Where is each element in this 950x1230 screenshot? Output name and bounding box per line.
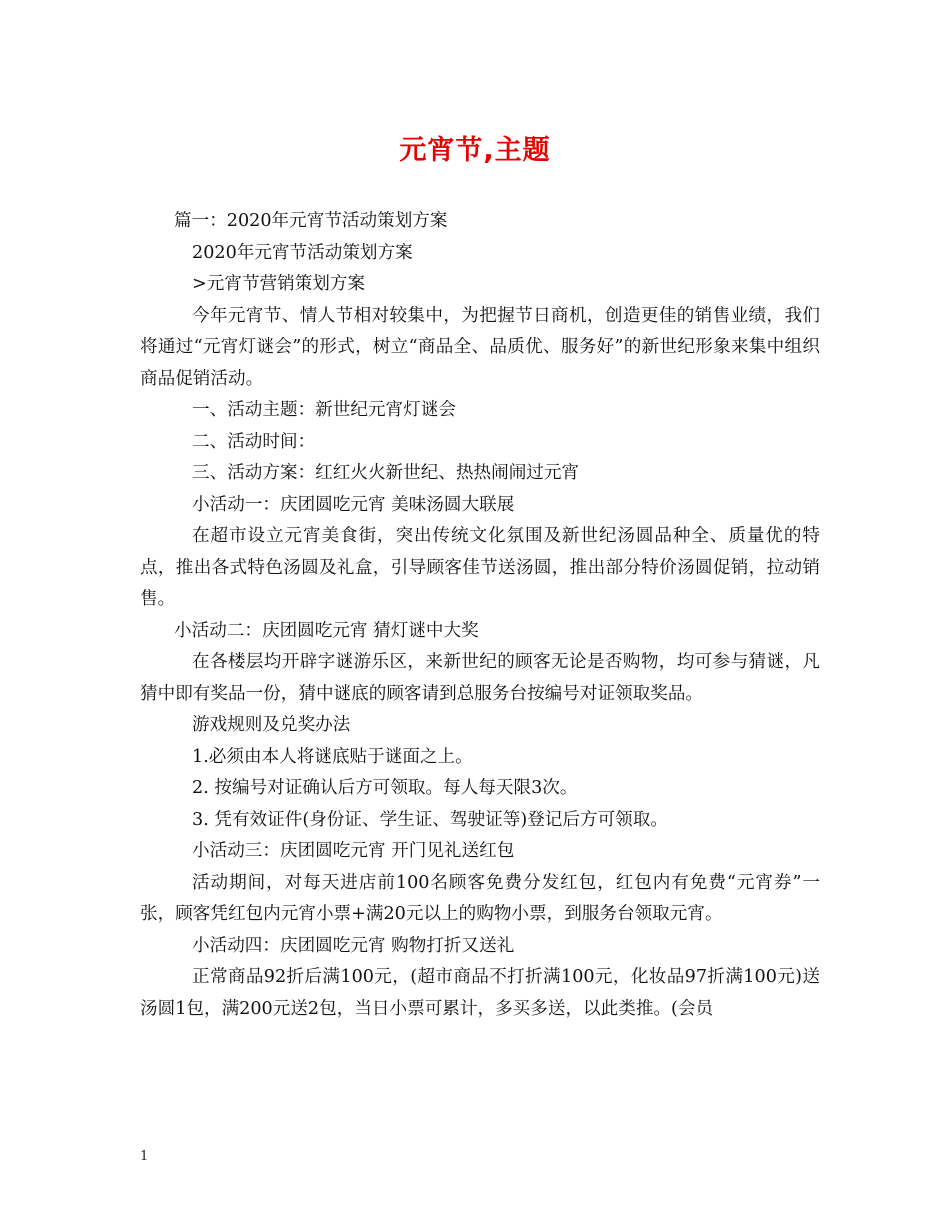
list-item: 2. 按编号对证确认后方可领取。每人每天限3次。: [192, 778, 578, 798]
paragraph: 正常商品92折后满100元，(超市商品不打折满100元，化妆品97折满100元)送汤圆1包，满200元送2包，当日小票可累计，多买多送，以此类推。(会员: [140, 967, 820, 1019]
list-item: 1.必须由本人将谜底贴于谜面之上。: [192, 746, 473, 767]
paragraph: 在超市设立元宵美食街，突出传统文化氛围及新世纪汤圆品种全、质量优的特点，推出各式特色汤圆及礼盒，引导顾客佳节送汤圆，推出部分特价汤圆促销，拉动销售。: [140, 526, 820, 609]
page-number: 1: [140, 1149, 149, 1164]
activity-heading: 小活动一：庆团圆吃元宵 美味汤圆大联展: [192, 494, 515, 515]
document-title: 元宵节,主题: [399, 135, 551, 166]
paragraph: 在各楼层均开辟字谜游乐区，来新世纪的顾客无论是否购物，均可参与猜谜，凡猜中即有奖品一份，猜中谜底的顾客请到总服务台按编号对证领取奖品。: [140, 652, 820, 704]
subheading: >元宵节营销策划方案: [192, 274, 366, 294]
paragraph: 活动期间，对每天进店前100名顾客免费分发红包，红包内有免费“元宵券”一张，顾客凭红包内元宵小票+满20元以上的购物小票，到服务台领取元宵。: [140, 872, 820, 924]
document-body: [140, 206, 820, 1025]
paragraph: 二、活动时间：: [192, 431, 316, 452]
activity-heading: 小活动四：庆团圆吃元宵 购物打折又送礼: [192, 935, 515, 956]
paragraph: 游戏规则及兑奖办法: [192, 715, 351, 735]
section-heading: 篇一：2020年元宵节活动策划方案: [174, 211, 448, 231]
activity-heading: 小活动三：庆团圆吃元宵 开门见礼送红包: [192, 841, 515, 861]
paragraph: 一、活动主题：新世纪元宵灯谜会: [192, 400, 456, 420]
subheading: 2020年元宵节活动策划方案: [192, 242, 413, 263]
paragraph: 今年元宵节、情人节相对较集中，为把握节日商机，创造更佳的销售业绩，我们将通过“元宵灯谜会”的形式，树立“商品全、品质优、服务好”的新世纪形象来集中组织商品促销活动。: [140, 305, 820, 389]
paragraph: 三、活动方案：红红火火新世纪、热热闹闹过元宵: [192, 463, 580, 483]
list-item: 3. 凭有效证件(身份证、学生证、驾驶证等)登记后方可领取。: [192, 809, 668, 830]
activity-heading: 小活动二：庆团圆吃元宵 猜灯谜中大奖: [174, 620, 479, 641]
